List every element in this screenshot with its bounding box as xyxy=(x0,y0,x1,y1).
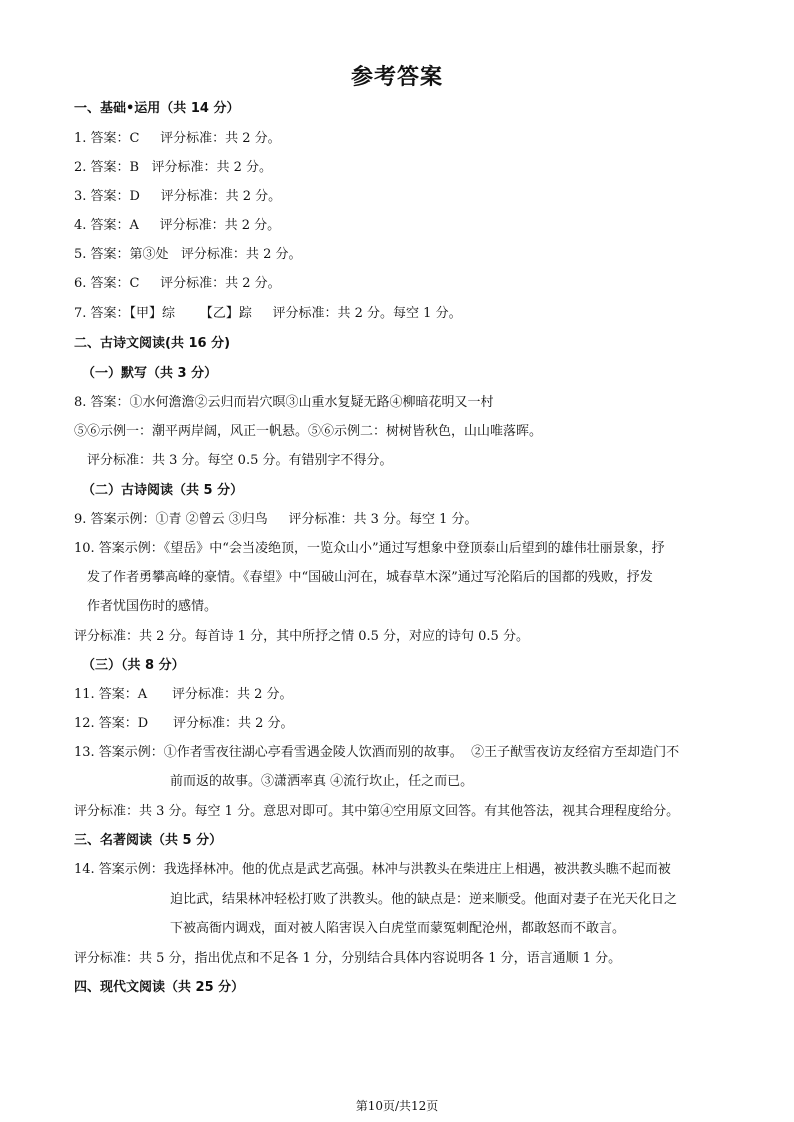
answer-line: 11. 答案：A 评分标准：共 2 分。 xyxy=(74,687,293,702)
answer-line: 迫比武，结果林冲轻松打败了洪教头。他的缺点是：逆来顺受。他面对妻子在光天化日之 xyxy=(170,892,678,907)
answer-line: 评分标准：共 3 分。每空 0.5 分。有错别字不得分。 xyxy=(87,453,393,468)
section-heading: 二、古诗文阅读(共 16 分) xyxy=(74,336,231,351)
answer-line: 评分标准：共 5 分，指出优点和不足各 1 分，分别结合具体内容说明各 1 分，语言通顺 1 分。 xyxy=(74,951,622,966)
section-heading: （三）（共 8 分） xyxy=(82,658,185,673)
answer-line: 6. 答案：C 评分标准：共 2 分。 xyxy=(74,276,281,291)
answer-line: 作者忧国伤时的感情。 xyxy=(87,599,218,614)
answer-line: 评分标准：共 3 分。每空 1 分。意思对即可。其中第④空用原文回答。有其他答法，视其合理程度给分。 xyxy=(74,804,680,819)
section-heading: 四、现代文阅读（共 25 分） xyxy=(74,980,245,995)
answer-line: 14. 答案示例：我选择林冲。他的优点是武艺高强。林冲与洪教头在柴进庄上相遇，被洪教头瞧不起而被 xyxy=(74,862,671,877)
answer-line: 10. 答案示例：《望岳》中“会当凌绝顶，一览众山小”通过写想象中登顶泰山后望到的雄伟壮丽景象，抒 xyxy=(74,541,665,556)
answer-line: 发了作者勇攀高峰的豪情。《春望》中“国破山河在，城春草木深”通过写沦陷后的国都的残败，抒发 xyxy=(87,570,653,585)
answer-line: 下被高衙内调戏，面对被人陷害误入白虎堂而蒙冤刺配沧州，都敢怒而不敢言。 xyxy=(170,921,626,936)
answer-line: 2. 答案：B 评分标准：共 2 分。 xyxy=(74,160,273,175)
page-footer: 第10页/共12页 xyxy=(355,1099,439,1113)
answer-line: 13. 答案示例：①作者雪夜往湖心亭看雪遇金陵人饮酒而别的故事。 ②王子猷雪夜访友经宿方至却造门不 xyxy=(74,745,680,760)
answer-line: 5. 答案：第③处 评分标准：共 2 分。 xyxy=(74,247,302,262)
answer-line: 12. 答案：D 评分标准：共 2 分。 xyxy=(74,716,294,731)
answer-line: 1. 答案：C 评分标准：共 2 分。 xyxy=(74,131,281,146)
answer-line: 9. 答案示例：①青 ②曾云 ③归鸟 评分标准：共 3 分。每空 1 分。 xyxy=(74,512,478,527)
answer-line: ⑤⑥示例一：潮平两岸阔，风正一帆悬。⑤⑥示例二：树树皆秋色，山山唯落晖。 xyxy=(74,424,543,439)
section-heading: （一）默写（共 3 分） xyxy=(82,366,218,381)
answer-line: 评分标准：共 2 分。每首诗 1 分，其中所抒之情 0.5 分，对应的诗句 0.5 分。 xyxy=(74,629,529,644)
section-heading: 三、名著阅读（共 5 分） xyxy=(74,833,223,848)
section-heading: 一、基础•运用（共 14 分） xyxy=(74,101,240,116)
answer-line: 7. 答案：【甲】综 【乙】踪 评分标准：共 2 分。每空 1 分。 xyxy=(74,306,462,321)
answer-line: 8. 答案：①水何澹澹②云归而岩穴暝③山重水复疑无路④柳暗花明又一村 xyxy=(74,395,494,410)
answer-line: 前而返的故事。③潇洒率真 ④流行坎止，任之而已。 xyxy=(170,774,474,789)
page-title: 参考答案 xyxy=(350,65,443,90)
answer-line: 3. 答案：D 评分标准：共 2 分。 xyxy=(74,189,282,204)
answer-line: 4. 答案：A 评分标准：共 2 分。 xyxy=(74,218,281,233)
section-heading: （二）古诗阅读（共 5 分） xyxy=(82,483,244,498)
